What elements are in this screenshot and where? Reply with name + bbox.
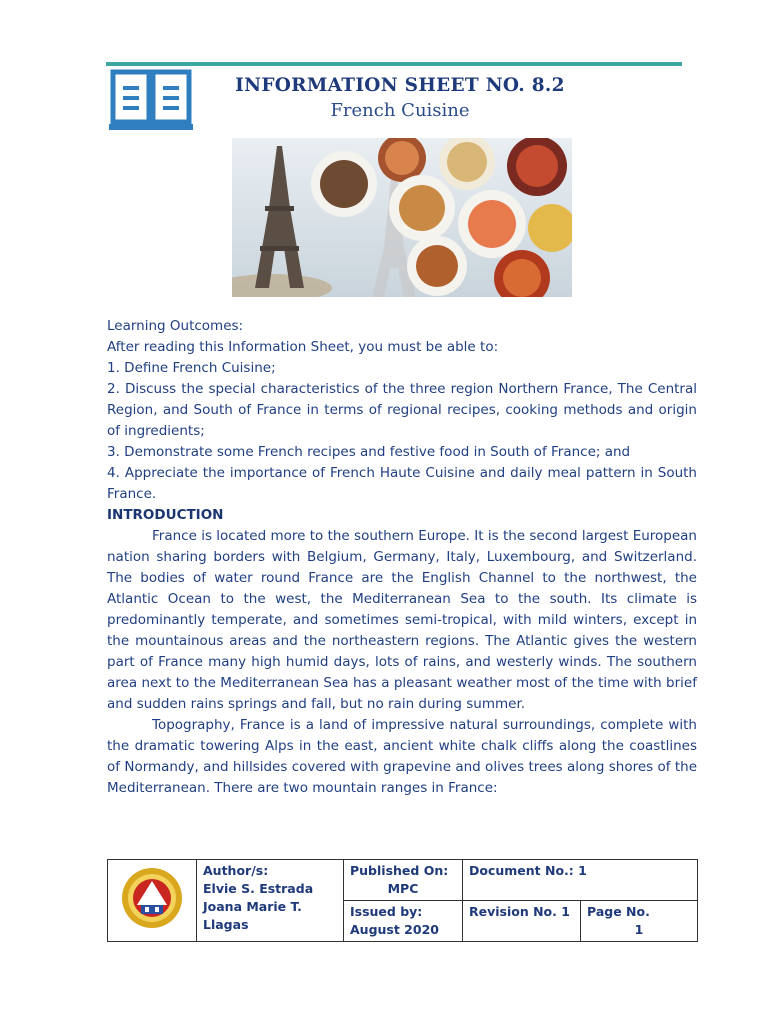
page-label: Page No.	[587, 904, 650, 919]
authors-cell	[197, 860, 344, 942]
institution-logo	[121, 867, 183, 929]
learning-outcomes-intro: After reading this Information Sheet, you must be able to:	[107, 339, 499, 355]
learning-outcome-item: 4. Appreciate the importance of French Haute Cuisine and daily meal pattern in South France.	[107, 465, 697, 502]
issued-cell	[344, 901, 463, 942]
authors-label: Author/s:	[203, 863, 269, 878]
published-label: Published On:	[350, 863, 449, 878]
sheet-content	[107, 316, 697, 799]
author-name: Elvie S. Estrada	[203, 881, 314, 896]
revision-number: Revision No. 1	[469, 904, 570, 919]
page-number-cell	[581, 901, 698, 942]
book-icon	[107, 66, 195, 132]
sheet-title: INFORMATION SHEET NO. 8.2	[235, 75, 565, 96]
author-name: Joana Marie T. Llagas	[203, 899, 302, 932]
logo-cell	[108, 860, 197, 942]
issued-value: August 2020	[350, 922, 439, 937]
learning-outcome-item: 3. Demonstrate some French recipes and festive food in South of France; and	[107, 444, 631, 460]
page-number: 1	[634, 922, 644, 937]
document-number: Document No.: 1	[469, 863, 587, 878]
sheet-subtitle: French Cuisine	[330, 100, 470, 121]
introduction-paragraph: France is located more to the southern Europe. It is the second largest European nation sharing borders with Belgium, Germany, Italy, Luxembourg, and Switzerland. The bodies of water round France are the English Channel to the northwest, the Atlantic Ocean to the west, the Mediterranean Sea to the south. Its climate is predominantly temperate, and sometimes semi-tropical, with mild winters, except in the mountainous areas and the northeastern regions. The Atlantic gives the western part of France many high humid days, lots of rains, and westerly winds. The southern area next to the Mediterranean Sea has a pleasant weather most of the time with brief and sudden rains springs and fall, but no rain during summer.	[107, 528, 697, 712]
published-cell	[344, 860, 463, 901]
document-number-cell	[463, 860, 698, 901]
introduction-heading: INTRODUCTION	[107, 507, 224, 523]
learning-outcomes-heading: Learning Outcomes:	[107, 318, 244, 334]
document-footer-table	[107, 859, 698, 942]
learning-outcome-item: 2. Discuss the special characteristics of the three region Northern France, The Central Region, and South of France in terms of regional recipes, cooking methods and origin of ingredients;	[107, 381, 697, 439]
learning-outcome-item: 1. Define French Cuisine;	[107, 360, 276, 376]
revision-cell	[463, 901, 581, 942]
french-cuisine-banner-image	[232, 138, 572, 297]
published-value: MPC	[387, 881, 419, 896]
introduction-paragraph: Topography, France is a land of impressive natural surroundings, complete with the dramatic towering Alps in the east, ancient white chalk cliffs along the coastlines of Normandy, and hillsides covered with grapevine and olives trees along shores of the Mediterranean. There are two mountain ranges in France:	[107, 717, 697, 796]
issued-label: Issued by:	[350, 904, 423, 919]
